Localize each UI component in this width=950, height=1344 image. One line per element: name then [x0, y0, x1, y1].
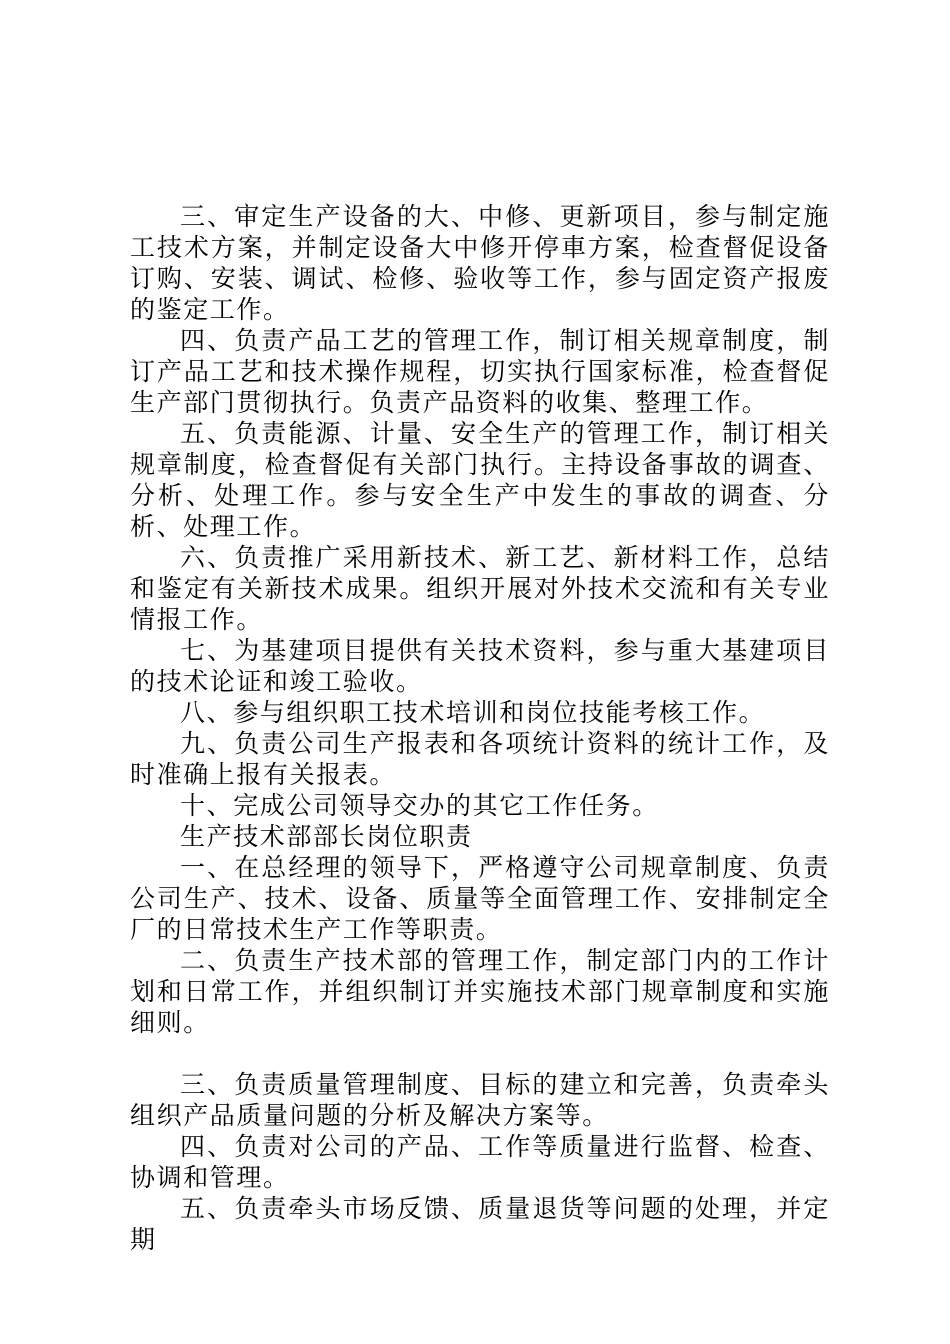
paragraph-item-5b: 五、负责牵头市场反馈、质量退货等问题的处理，并定期 [130, 1194, 830, 1254]
paragraph-item-3: 三、审定生产设备的大、中修、更新项目，参与制定施工技术方案，并制定设备大中修开停車方案，检查督促设备订购、安装、调试、检修、验收等工作，参与固定资产报废的鉴定工作。 [130, 202, 830, 324]
paragraph-item-4: 四、负责产品工艺的管理工作，制订相关规章制度，制订产品工艺和技术操作规程，切实执行国家标准，检查督促生产部门贯彻执行。负责产品资料的收集、整理工作。 [130, 326, 830, 417]
paragraph-item-5: 五、负责能源、计量、安全生产的管理工作，制订相关规章制度，检查督促有关部门执行。主持设备事故的调查、分析、处理工作。参与安全生产中发生的事故的调查、分析、处理工作。 [130, 419, 830, 541]
section-heading: 生产技术部部长岗位职责 [180, 822, 473, 851]
paragraph-item-9: 九、负责公司生产报表和各项统计资料的统计工作，及时准确上报有关报表。 [130, 729, 830, 789]
paragraph-item-6: 六、负责推广采用新技术、新工艺、新材料工作，总结和鉴定有关新技术成果。组织开展对外技术交流和有关专业情报工作。 [130, 543, 830, 634]
paragraph-item-1: 一、在总经理的领导下，严格遵守公司规章制度、负责公司生产、技术、设备、质量等全面管理工作、安排制定全厂的日常技术生产工作等职责。 [130, 853, 830, 944]
paragraph-item-10: 十、完成公司领导交办的其它工作任务。 [180, 791, 659, 820]
paragraph-item-7: 七、为基建项目提供有关技术资料，参与重大基建项目的技术论证和竣工验收。 [130, 636, 830, 696]
document-body [130, 201, 830, 1255]
paragraph-item-4b: 四、负责对公司的产品、工作等质量进行监督、检查、协调和管理。 [130, 1132, 830, 1192]
paragraph-item-8: 八、参与组织职工技术培训和岗位技能考核工作。 [180, 698, 766, 727]
paragraph-item-3b: 三、负责质量管理制度、目标的建立和完善，负责牵头组织产品质量问题的分析及解决方案等。 [130, 1070, 830, 1130]
paragraph-item-2: 二、负责生产技术部的管理工作，制定部门内的工作计划和日常工作，并组织制订并实施技术部门规章制度和实施细则。 [130, 946, 830, 1037]
